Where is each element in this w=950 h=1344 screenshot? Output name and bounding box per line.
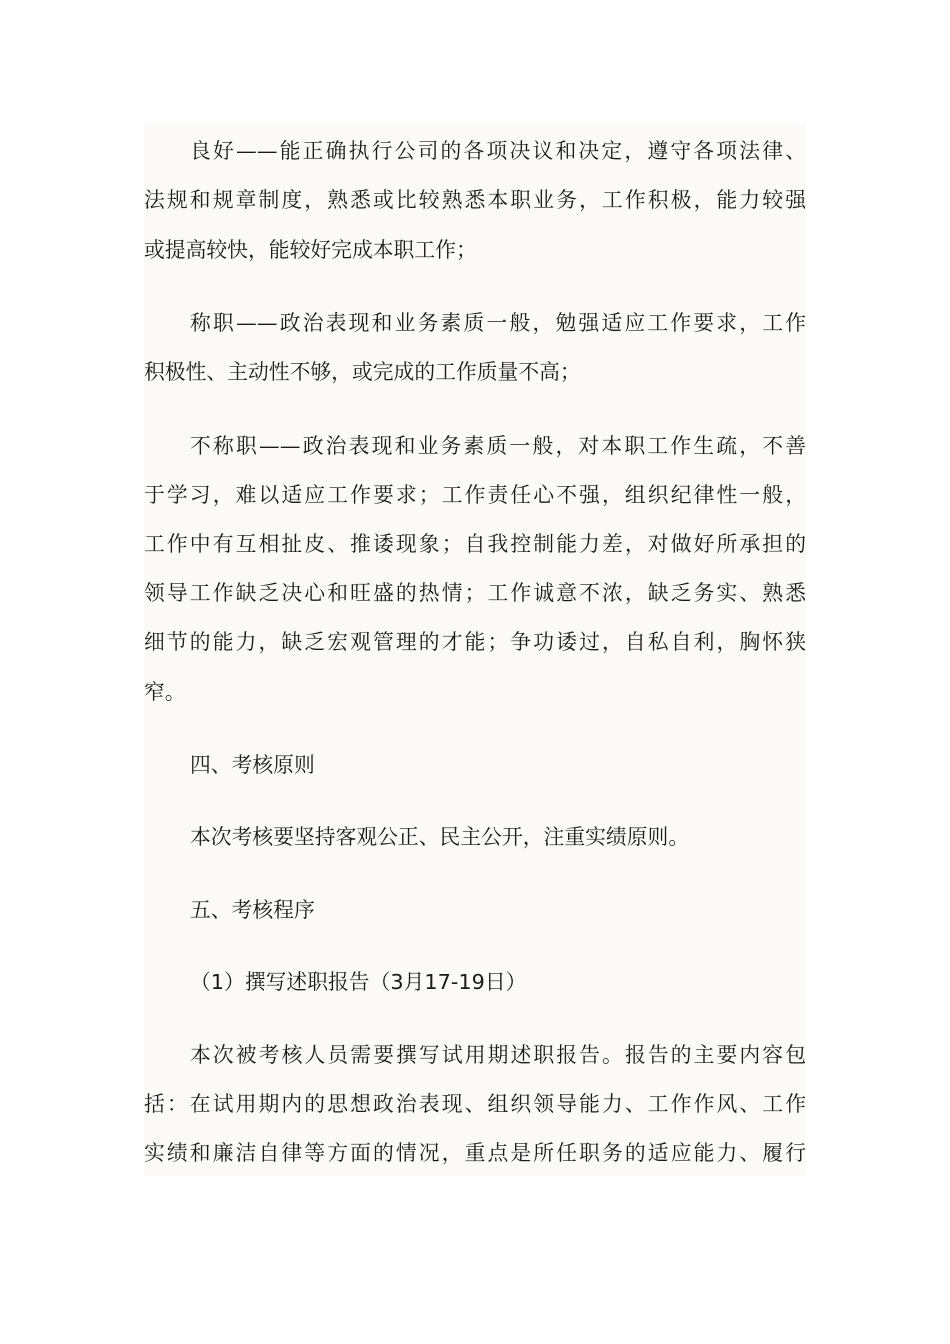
- paragraph-report-line-3: 实绩和廉洁自律等方面的情况，重点是所任职务的适应能力、履行: [144, 1141, 806, 1165]
- paragraph-incompetent-line-2: 于学习，难以适应工作要求；工作责任心不强，组织纪律性一般，: [144, 483, 806, 507]
- paragraph-principles: 本次考核要坚持客观公正、民主公开，注重实绩原则。: [190, 825, 690, 849]
- paragraph-incompetent-line-4: 领导工作缺乏决心和旺盛的热情；工作诚意不浓，缺乏务实、熟悉: [144, 581, 806, 605]
- paragraph-incompetent-line-3: 工作中有互相扯皮、推诿现象；自我控制能力差，对做好所承担的: [144, 532, 806, 556]
- paragraph-incompetent-line-6: 窄。: [144, 680, 186, 704]
- paragraph-incompetent-line-5: 细节的能力，缺乏宏观管理的才能；争功诿过，自私自利，胸怀狭: [144, 630, 806, 654]
- paragraph-competent-line-2: 积极性、主动性不够，或完成的工作质量不高；: [144, 360, 581, 384]
- section-heading-principles: 四、考核原则: [190, 753, 315, 777]
- paragraph-incompetent-line-1: 不称职——政治表现和业务素质一般，对本职工作生疏，不善: [190, 434, 806, 458]
- paragraph-report-line-2: 括：在试用期内的思想政治表现、组织领导能力、工作作风、工作: [144, 1092, 806, 1116]
- paragraph-good-line-1: 良好——能正确执行公司的各项决议和决定，遵守各项法律、: [190, 139, 806, 163]
- paragraph-good-line-3: 或提高较快，能较好完成本职工作；: [144, 238, 477, 262]
- paragraph-good-line-2: 法规和规章制度，熟悉或比较熟悉本职业务，工作积极，能力较强: [144, 188, 806, 212]
- paragraph-competent-line-1: 称职——政治表现和业务素质一般，勉强适应工作要求，工作: [190, 311, 806, 335]
- paragraph-report-line-1: 本次被考核人员需要撰写试用期述职报告。报告的主要内容包: [190, 1043, 806, 1067]
- section-heading-procedure: 五、考核程序: [190, 898, 315, 922]
- subsection-heading-report: （1）撰写述职报告（3月17-19日）: [190, 970, 527, 994]
